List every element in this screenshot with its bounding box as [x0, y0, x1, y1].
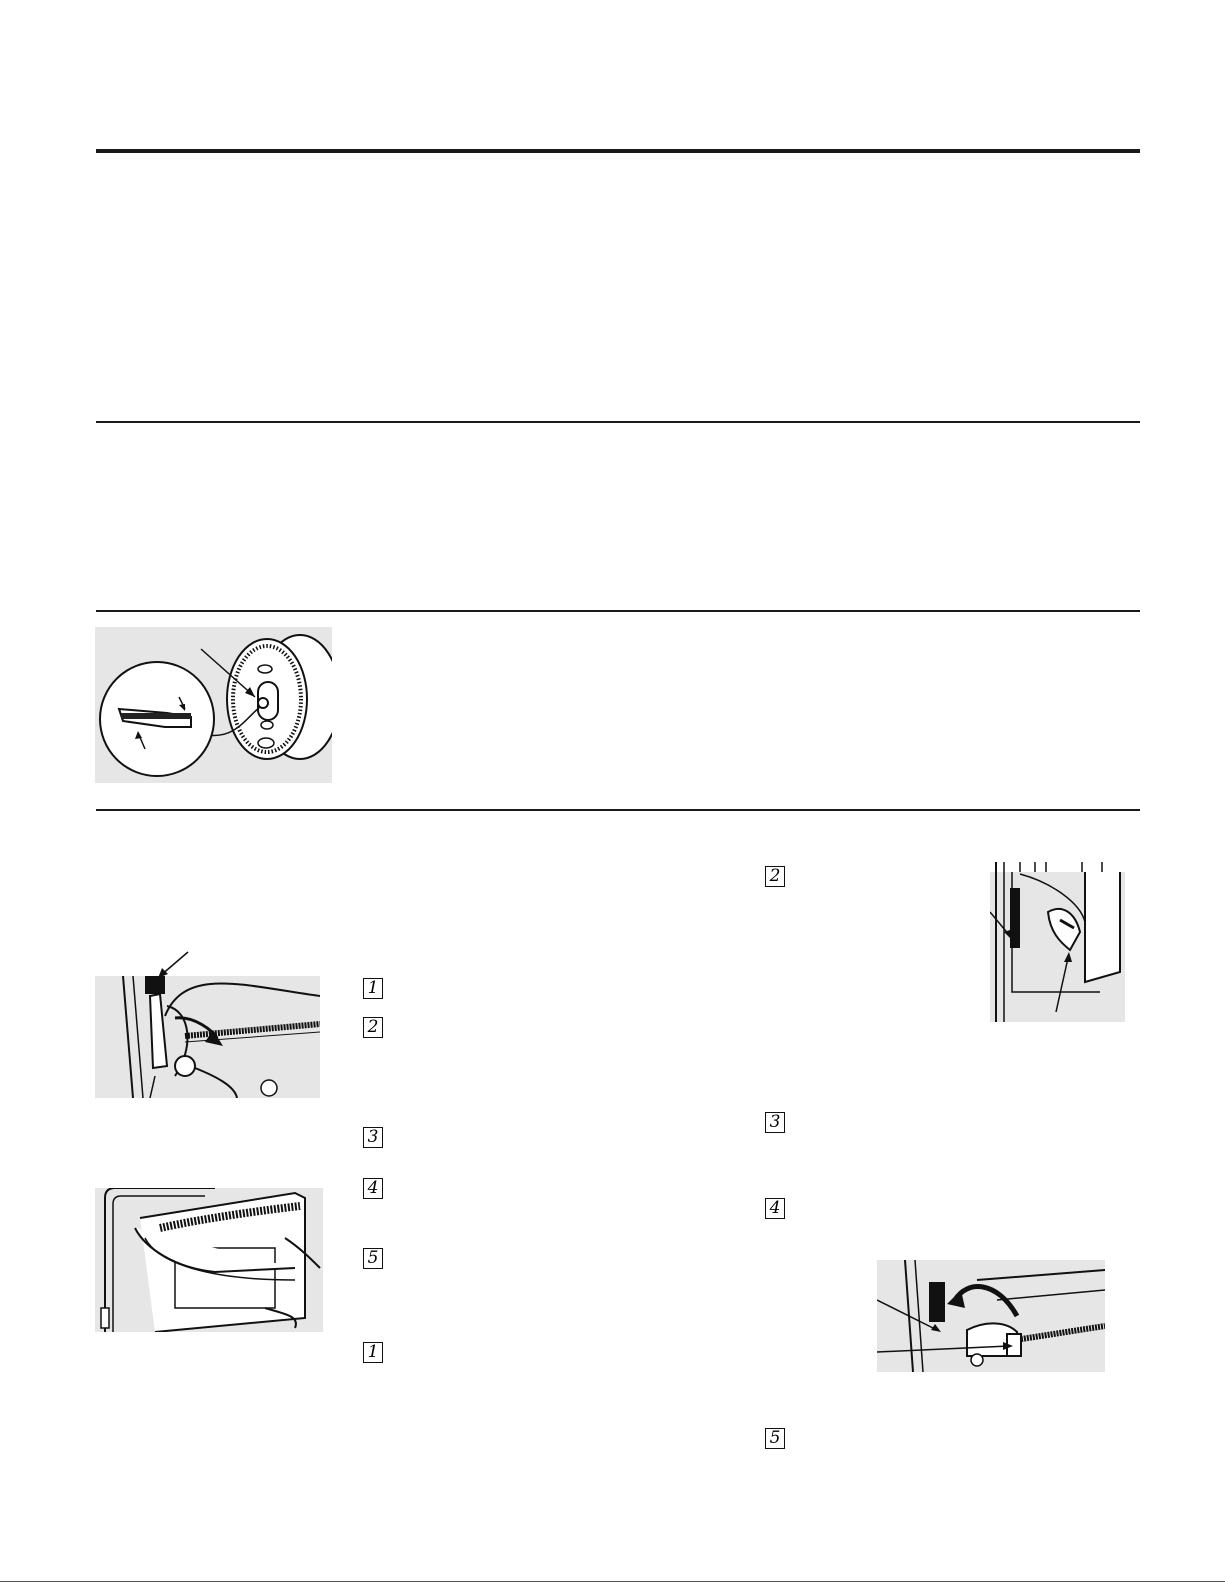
- section-rule-1: [96, 421, 1140, 423]
- replace-step-2: 2: [765, 866, 785, 887]
- hinge-slot-illustration: [990, 862, 1125, 1022]
- replace-step-3: 3: [765, 1112, 785, 1133]
- hinge-slot-icon: [990, 862, 1125, 1022]
- door-lift-icon: [95, 1188, 323, 1332]
- removal-step-1: 1: [363, 978, 383, 999]
- knob-icon: [95, 627, 332, 783]
- section-rule-3: [96, 809, 1140, 811]
- door-lifting-illustration: [95, 1188, 323, 1332]
- removal-step-2: 2: [363, 1017, 383, 1038]
- replace-step-5: 5: [765, 1428, 785, 1449]
- section-rule-2: [96, 610, 1140, 612]
- removal-step-4: 4: [363, 1178, 383, 1199]
- hinge-lock-icon: [95, 976, 320, 1098]
- knob-back-shaft-illustration: [95, 627, 332, 783]
- hinge-arm-icon: [877, 1260, 1105, 1372]
- footer-rule: [0, 1581, 1225, 1582]
- header-rule: [96, 149, 1140, 153]
- replace-step-1: 1: [363, 1342, 383, 1363]
- hinge-lock-arrow-icon: [150, 950, 190, 980]
- removal-step-5: 5: [363, 1248, 383, 1269]
- replace-step-4: 4: [765, 1198, 785, 1219]
- removal-step-3: 3: [363, 1127, 383, 1148]
- door-hinge-lock-illustration: [95, 976, 320, 1098]
- hinge-arm-lever-illustration: [877, 1260, 1105, 1372]
